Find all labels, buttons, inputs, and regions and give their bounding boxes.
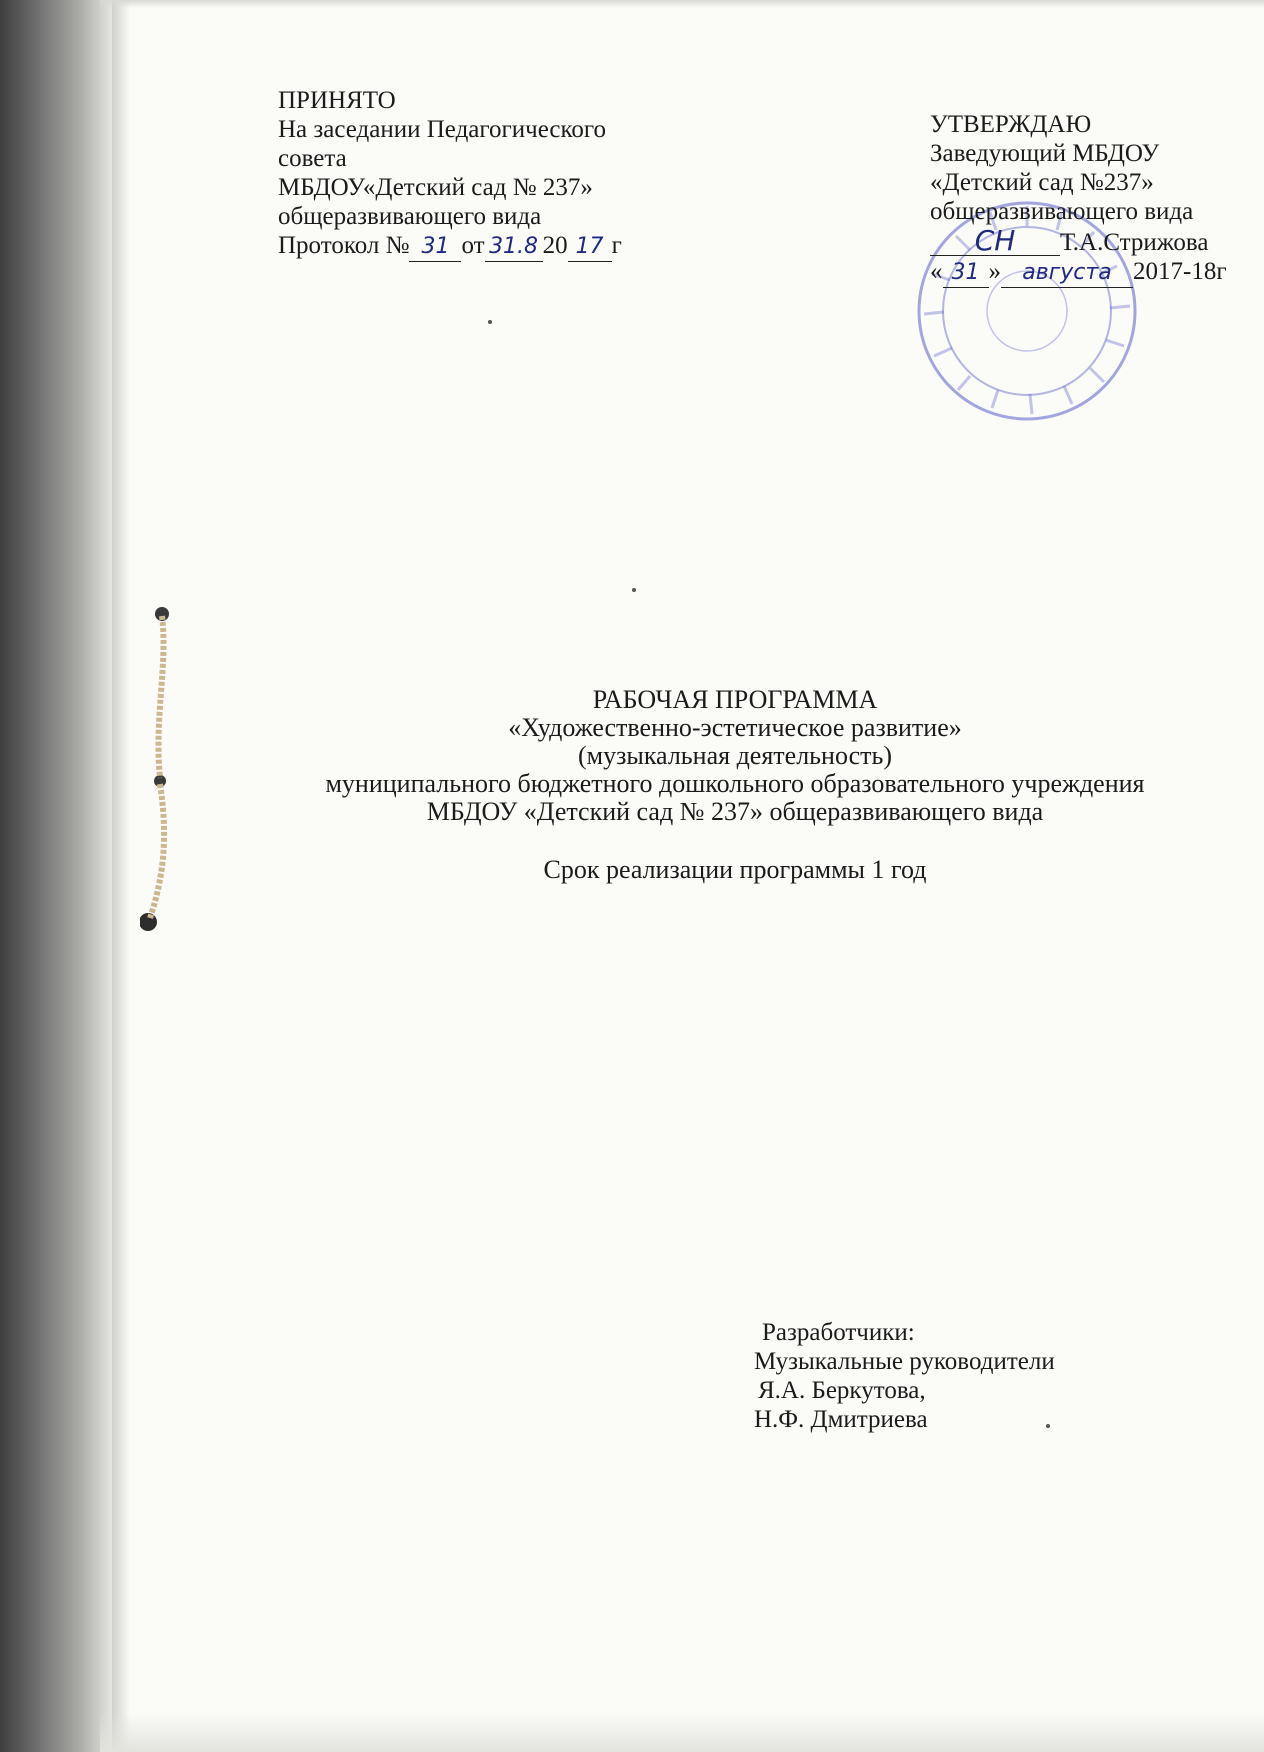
- approve-year-range: 2017-18г: [1133, 258, 1227, 285]
- accepted-heading: ПРИНЯТО: [278, 87, 396, 114]
- binding-thread: [140, 606, 180, 936]
- developer-2: Н.Ф. Дмитриева: [754, 1406, 928, 1433]
- protocol-date: 31.8: [485, 232, 543, 262]
- protocol-from-label: от: [461, 232, 485, 259]
- scan-speck: [1046, 1424, 1050, 1428]
- signature-line: [930, 226, 1227, 257]
- developers-block: [754, 1318, 1055, 1434]
- accepted-line-4: общеразвивающего вида: [278, 203, 542, 230]
- top-scan-strip: [100, 0, 1264, 8]
- handwritten-signature: СН: [930, 226, 1060, 256]
- title-line-4: муниципального бюджетного дошкольного образовательного учреждения: [325, 769, 1145, 798]
- approve-date-line: « 31 » августа 2017-18г: [930, 257, 1227, 288]
- developers-role: Музыкальные руководители: [754, 1348, 1055, 1375]
- scan-speck: [632, 588, 636, 592]
- accepted-line-1: На заседании Педагогического: [278, 116, 607, 143]
- protocol-year-suffix: 17: [568, 232, 612, 262]
- title-line-1: РАБОЧАЯ ПРОГРАММА: [592, 685, 878, 714]
- developers-heading: Разработчики:: [762, 1319, 915, 1346]
- program-term: Срок реализации программы 1 год: [543, 855, 927, 884]
- title-line-2: «Художественно-эстетическое развитие»: [508, 713, 962, 742]
- accepted-line-2: совета: [278, 145, 347, 172]
- bottom-scan-strip: [100, 1712, 1264, 1752]
- scan-speck: [488, 320, 492, 324]
- approve-heading: УТВЕРЖДАЮ: [930, 111, 1092, 138]
- accepted-line-3: МБДОУ«Детский сад № 237»: [278, 174, 593, 201]
- page-shadow: [112, 0, 130, 1752]
- approve-day: 31: [943, 258, 989, 288]
- scanner-dark-edge: [0, 0, 112, 1752]
- developer-1: Я.А. Беркутова,: [758, 1377, 926, 1404]
- protocol-year-prefix: 20: [542, 232, 568, 259]
- approve-line-2: «Детский сад №237»: [930, 169, 1154, 196]
- protocol-number: 31: [409, 232, 461, 262]
- approve-block: [930, 110, 1227, 288]
- protocol-line: [278, 231, 622, 262]
- title-gap: [260, 826, 1210, 856]
- approve-month: августа: [1001, 258, 1133, 288]
- title-line-5: МБДОУ «Детский сад № 237» общеразвивающего вида: [426, 797, 1044, 826]
- accepted-block: [278, 86, 622, 262]
- document-title-block: [260, 686, 1210, 884]
- protocol-year-unit: г: [611, 232, 622, 259]
- approve-line-3: общеразвивающего вида: [930, 198, 1194, 225]
- head-name: Т.А.Стрижова: [1060, 229, 1209, 256]
- approve-line-1: Заведующий МБДОУ: [930, 140, 1160, 167]
- protocol-label: Протокол №: [278, 232, 410, 259]
- title-line-3: (музыкальная деятельность): [577, 741, 893, 770]
